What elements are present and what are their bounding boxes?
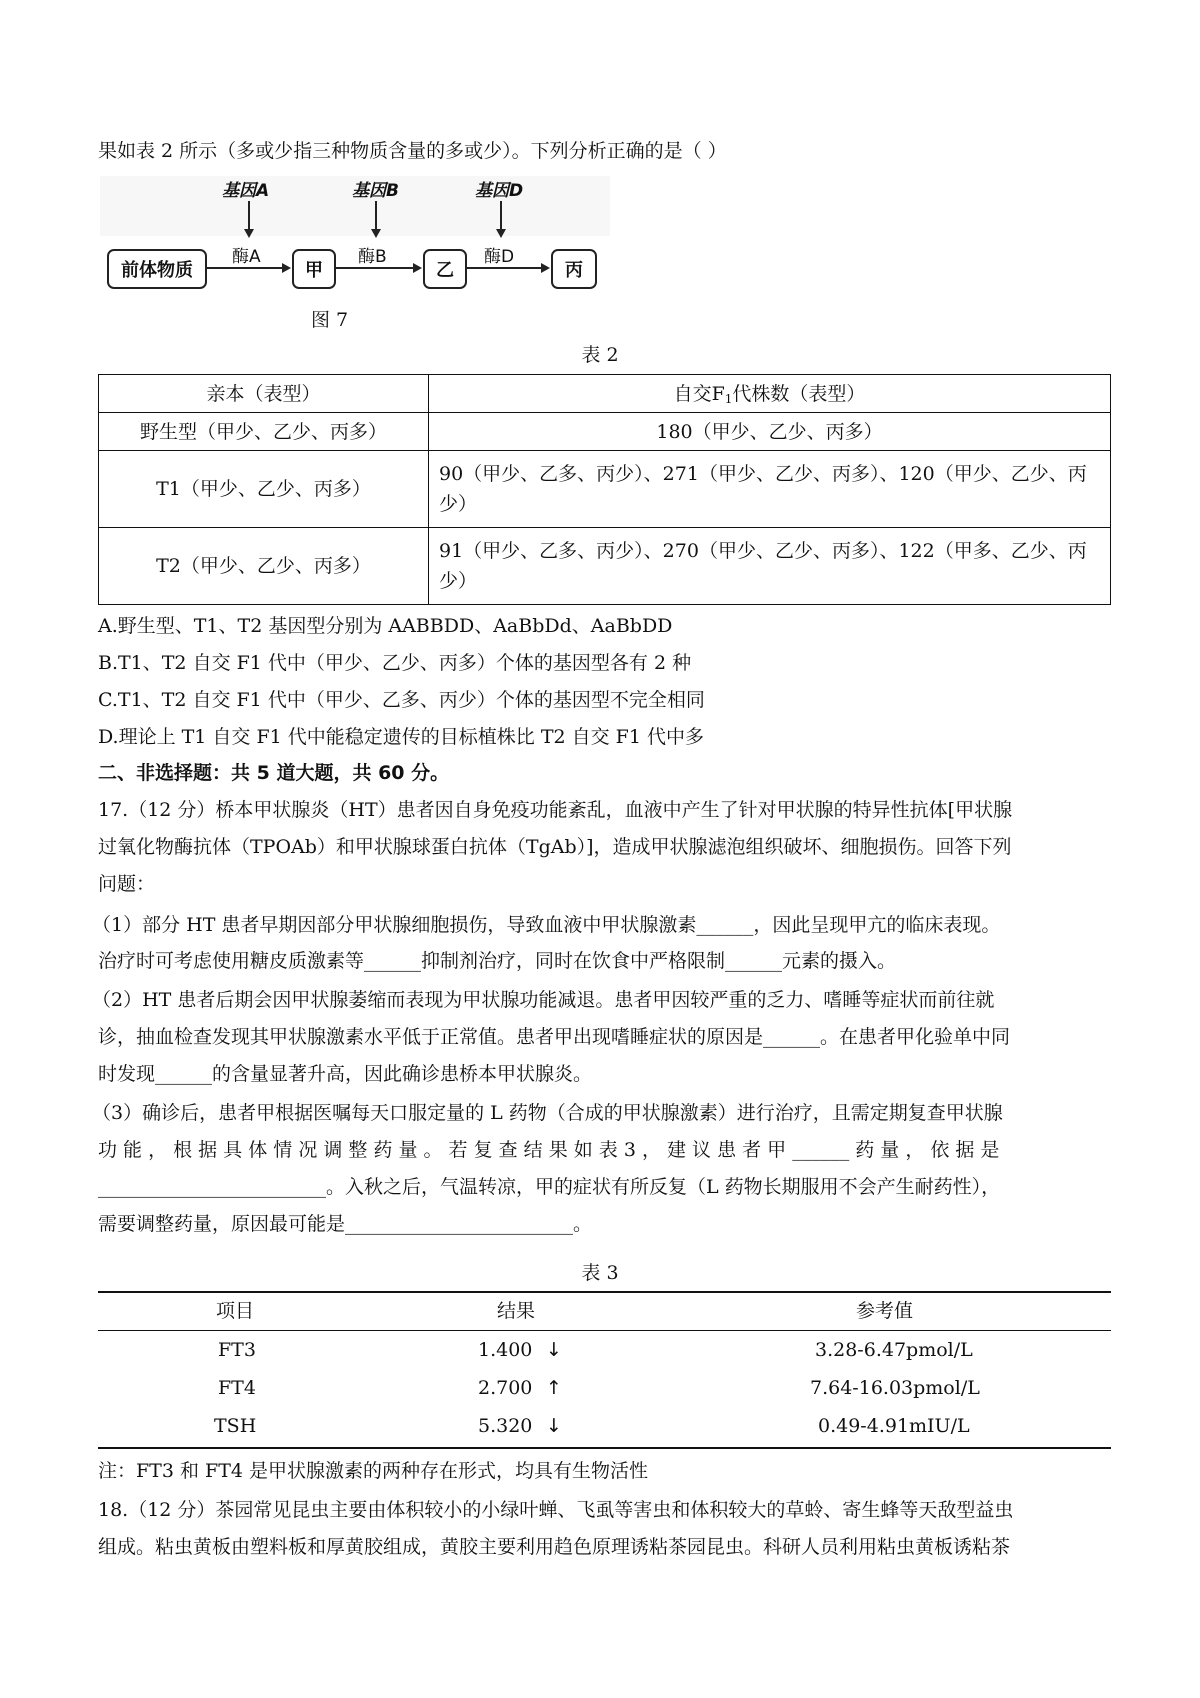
enzyme-a-label: 酶A: [232, 247, 261, 267]
enzyme-b-label: 酶B: [358, 247, 387, 267]
table-2-title: 表 2: [581, 344, 619, 366]
q17-line: （2）HT 患者后期会因甲状腺萎缩而表现为甲状腺功能减退。患者甲因较严重的乏力、嗜睡等症状而前往就: [92, 989, 995, 1011]
table-2-header-row: [99, 375, 1111, 413]
table-2-offspring-cell: 91（甲少、乙多、丙少）、270（甲少、乙少、丙多）、122（甲多、乙少、丙少）: [429, 528, 1111, 605]
q18-line: 组成。粘虫黄板由塑料板和厚黄胶组成，黄胶主要利用趋色原理诱粘茶园昆虫。科研人员利用粘虫黄板诱粘茶: [98, 1536, 1011, 1558]
q17-line: 过氧化物酶抗体（TPOAb）和甲状腺球蛋白抗体（TgAb）]，造成甲状腺滤泡组织破坏、细胞损伤。回答下列: [98, 836, 1012, 858]
arrowhead-yi: [413, 263, 422, 273]
option-c: C.T1、T2 自交 F1 代中（甲少、乙多、丙少）个体的基因型不完全相同: [98, 689, 705, 711]
table-2: [98, 374, 1111, 605]
gene-d-arrow-line: [500, 201, 502, 230]
bing-box: 丙: [551, 249, 597, 289]
table-3-bottom-rule: [98, 1447, 1111, 1449]
q17-line: 需要调整药量，原因最可能是________________________。: [98, 1213, 593, 1235]
jia-box: 甲: [292, 249, 336, 289]
section-2-heading: 二、非选择题：共 5 道大题，共 60 分。: [98, 762, 450, 784]
table-2-parent-cell: T2（甲少、乙少、丙多）: [99, 528, 429, 605]
down-arrow-icon: ↓: [546, 1415, 562, 1437]
gene-b-arrowhead: [371, 229, 381, 238]
table-2-header-parent: 亲本（表型）: [99, 375, 429, 413]
table-2-offspring-cell: 90（甲少、乙多、丙少）、271（甲少、乙少、丙多）、120（甲少、乙少、丙少）: [429, 451, 1111, 528]
table-3-top-rule: [98, 1291, 1111, 1293]
table-3-header-rule: [98, 1330, 1111, 1331]
table-3-title: 表 3: [581, 1262, 619, 1284]
gene-a-label: 基因A: [222, 181, 270, 201]
gene-d-label: 基因D: [475, 181, 524, 201]
gene-b-arrow-line: [375, 201, 377, 230]
q17-line: 治疗时可考虑使用糖皮质激素等______抑制剂治疗，同时在饮食中严格限制______元素的摄入。: [98, 950, 897, 972]
arrow-jia-to-yi: [335, 267, 413, 269]
q17-line: （1）部分 HT 患者早期因部分甲状腺细胞损伤，导致血液中甲状腺激素______，因此呈现甲亢的临床表现。: [92, 914, 1001, 936]
q17-line: 问题：: [98, 873, 156, 895]
gene-a-arrow-line: [248, 201, 250, 230]
table-3-result: 5.320: [478, 1415, 533, 1437]
q17-line: （3）确诊后，患者甲根据医嘱每天口服定量的 L 药物（合成的甲状腺激素）进行治疗，且需定期复查甲状腺: [92, 1102, 1003, 1124]
arrowhead-bing: [541, 263, 550, 273]
gene-b-label: 基因B: [352, 181, 399, 201]
table-3-result: 2.700: [478, 1377, 533, 1399]
enzyme-d-label: 酶D: [484, 247, 515, 267]
arrow-precursor-to-jia: [206, 267, 282, 269]
table-3-note: 注：FT3 和 FT4 是甲状腺激素的两种存在形式，均具有生物活性: [98, 1460, 649, 1482]
table-2-parent-cell: 野生型（甲少、乙少、丙多）: [99, 413, 429, 451]
q17-line: 时发现______的含量显著升高，因此确诊患桥本甲状腺炎。: [98, 1063, 593, 1085]
arrowhead-jia: [282, 263, 291, 273]
gene-a-arrowhead: [244, 229, 254, 238]
table-row: [99, 528, 1111, 605]
intro-text: 果如表 2 所示（多或少指三种物质含量的多或少）。下列分析正确的是（ ）: [98, 140, 727, 162]
table-2-parent-cell: T1（甲少、乙少、丙多）: [99, 451, 429, 528]
q17-line: 诊，抽血检查发现其甲状腺激素水平低于正常值。患者甲出现嗜睡症状的原因是______。在患者甲化验单中同: [98, 1026, 1011, 1048]
yi-box: 乙: [423, 249, 467, 289]
table-3-item: FT3: [218, 1339, 256, 1361]
up-arrow-icon: ↑: [546, 1377, 562, 1399]
option-b: B.T1、T2 自交 F1 代中（甲少、乙少、丙多）个体的基因型各有 2 种: [98, 652, 692, 674]
q17-line: 17.（12 分）桥本甲状腺炎（HT）患者因自身免疫功能紊乱，血液中产生了针对甲状腺的特异性抗体[甲状腺: [98, 799, 1013, 821]
q17-line: ________________________。入秋之后，气温转凉，甲的症状有所反复（L 药物长期服用不会产生耐药性），: [98, 1176, 1001, 1198]
table-row: [99, 413, 1111, 451]
table-3-result: 1.400: [478, 1339, 533, 1361]
down-arrow-icon: ↓: [546, 1339, 562, 1361]
table-3-header-reference: 参考值: [856, 1300, 914, 1322]
arrow-yi-to-bing: [466, 267, 541, 269]
figure-7-caption: 图 7: [311, 309, 349, 331]
precursor-box: 前体物质: [107, 249, 207, 289]
table-3-reference: 7.64-16.03pmol/L: [810, 1377, 980, 1399]
option-a: A.野生型、T1、T2 基因型分别为 AABBDD、AaBbDd、AaBbDD: [98, 615, 673, 637]
table-3-reference: 3.28-6.47pmol/L: [815, 1339, 973, 1361]
table-row: [99, 451, 1111, 528]
table-3-reference: 0.49-4.91mIU/L: [818, 1415, 970, 1437]
q18-line: 18.（12 分）茶园常见昆虫主要由体积较小的小绿叶蝉、飞虱等害虫和体积较大的草蛉、寄生蜂等天敌型益虫: [98, 1499, 1014, 1521]
q17-line: 功 能 ， 根 据 具 体 情 况 调 整 药 量 。 若 复 查 结 果 如 表 3 ， 建 议 患 者 甲 ______ 药 量 ， 依 据 是: [98, 1139, 1000, 1161]
table-3-item: TSH: [214, 1415, 257, 1437]
table-2-offspring-cell: 180（甲少、乙少、丙多）: [429, 413, 1111, 451]
table-2-header-offspring: 自交$F_1$代株数（表型）: [429, 375, 1111, 413]
table-3-header-result: 结果: [497, 1300, 536, 1322]
option-d: D.理论上 T1 自交 F1 代中能稳定遗传的目标植株比 T2 自交 F1 代中多: [98, 726, 704, 748]
gene-d-arrowhead: [496, 229, 506, 238]
table-3-item: FT4: [218, 1377, 256, 1399]
table-3-header-item: 项目: [216, 1300, 255, 1322]
